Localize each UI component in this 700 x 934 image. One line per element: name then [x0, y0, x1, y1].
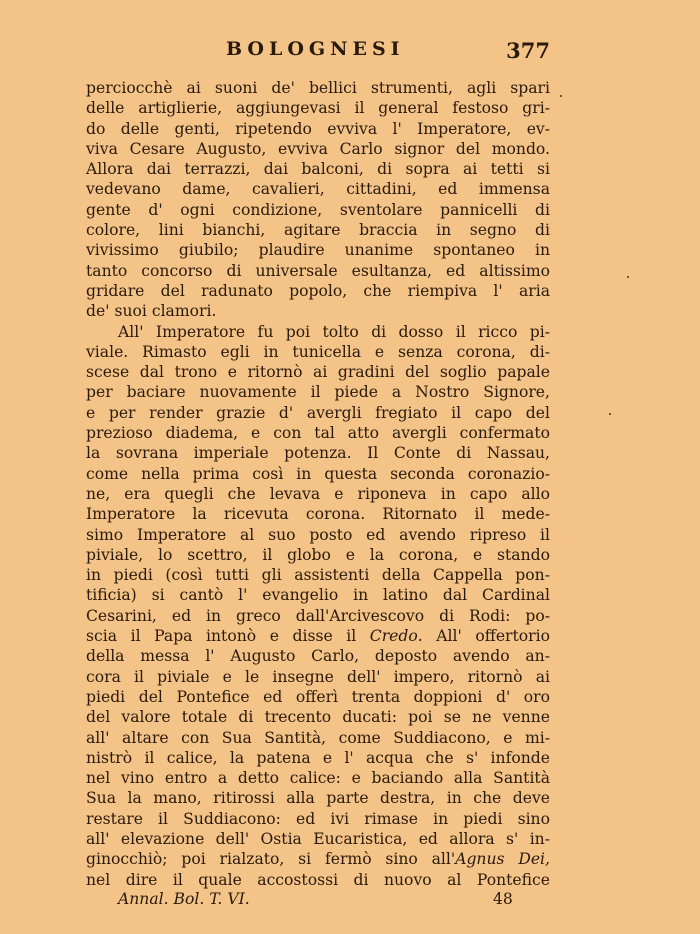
text-line: della messa l' Augusto Carlo, deposto avendo an-: [86, 647, 550, 666]
text-line: nel dire il quale accostossi di nuovo al Pontefice: [86, 870, 550, 889]
page-footer: [86, 890, 550, 912]
text-line: viale. Rimasto egli in tunicella e senza corona, di-: [86, 342, 550, 361]
text-line: all' altare con Sua Santità, come Suddiacono, e mi-: [86, 728, 550, 747]
text-line: tificia) si cantò l' evangelio in latino dal Cardinal: [86, 586, 550, 605]
text-line: cora il piviale e le insegne dell' impero, ritornò ai: [86, 667, 550, 686]
signature-mark: Annal. Bol. T. VI.: [118, 890, 250, 908]
text-line: prezioso diadema, e con tal atto avergli confermato: [86, 424, 550, 443]
text-line: in piedi (così tutti gli assistenti della Cappella pon-: [86, 566, 550, 585]
text-line: la sovrana imperiale potenza. Il Conte di Nassau,: [86, 444, 550, 463]
text-line: perciocchè ai suoni de' bellici strumenti, agli spari: [86, 79, 550, 97]
text-line: e per render grazie d' avergli fregiato il capo del: [86, 403, 550, 422]
text-block: [86, 78, 550, 890]
text-line: Imperatore la ricevuta corona. Ritornato il mede-: [86, 505, 550, 524]
text-line: piedi del Pontefice ed offerì trenta doppioni d' oro: [86, 687, 550, 706]
text-line: vivissimo giubilo; plaudire unanime spontaneo in: [86, 241, 550, 260]
text-line: viva Cesare Augusto, evviva Carlo signor del mondo.: [86, 139, 550, 158]
running-title: BOLOGNESI: [226, 38, 405, 60]
italic-term: Credo: [369, 627, 418, 646]
text-line: delle artiglierie, aggiungevasi il general festoso gri-: [86, 99, 550, 118]
text-line: gridare del radunato popolo, che riempiva l' aria: [86, 281, 550, 300]
text-run: ginocchiò; poi rialzato, si fermò sino all': [86, 850, 456, 869]
text-line: del valore totale di trecento ducati: poi se ne venne: [86, 708, 550, 727]
text-line: gente d' ogni condizione, sventolare pannicelli di: [86, 200, 550, 219]
text-line: come nella prima così in questa seconda coronazio-: [86, 464, 550, 483]
text-line: all' elevazione dell' Ostia Eucaristica, ed allora s' in-: [86, 829, 550, 848]
italic-term: Agnus Dei,: [455, 850, 550, 869]
text-line: scese dal trono e ritornò ai gradini del soglio papale: [86, 363, 550, 382]
text-line: restare il Suddiacono: ed ivi rimase in piedi sino: [86, 809, 550, 828]
text-line: vedevano dame, cavalieri, cittadini, ed immensa: [86, 180, 550, 199]
page-header: [86, 38, 550, 66]
text-run: scia il Papa intonò e disse il: [86, 627, 357, 646]
text-line: de' suoi clamori.: [86, 302, 217, 321]
text-run: . All' offertorio: [417, 627, 550, 646]
text-line: All' Imperatore fu poi tolto di dosso il ricco pi-: [118, 322, 550, 341]
text-line: simo Imperatore al suo posto ed avendo ripreso il: [86, 525, 550, 544]
text-line: nel vino entro a detto calice: e baciando alla Santità: [86, 769, 550, 788]
speck-mark: [560, 95, 562, 97]
speck-mark: [627, 276, 629, 278]
speck-mark: [609, 413, 611, 415]
text-line: colore, lini bianchi, agitare braccia in segno di: [86, 221, 550, 240]
text-line: tanto concorso di universale esultanza, ed altissimo: [86, 261, 550, 280]
text-line: Sua la mano, ritirossi alla parte destra, in che deve: [86, 789, 550, 808]
text-line: nistrò il calice, la patena e l' acqua che s' infonde: [86, 748, 550, 767]
text-line: [86, 849, 550, 869]
text-line: [86, 626, 550, 646]
text-line: Allora dai terrazzi, dai balconi, di sopra ai tetti si: [86, 160, 550, 179]
text-line: do delle genti, ripetendo evviva l' Imperatore, ev-: [86, 119, 550, 138]
text-line: piviale, lo scettro, il globo e la corona, e stando: [86, 545, 550, 564]
sheet-number: 48: [493, 890, 513, 908]
text-line: Cesarini, ed in greco dall'Arcivescovo di Rodi: po-: [86, 606, 550, 625]
text-line: ne, era quegli che levava e riponeva in capo allo: [86, 484, 550, 503]
page-number: 377: [506, 38, 550, 63]
text-line: per baciare nuovamente il piede a Nostro Signore,: [86, 383, 550, 402]
